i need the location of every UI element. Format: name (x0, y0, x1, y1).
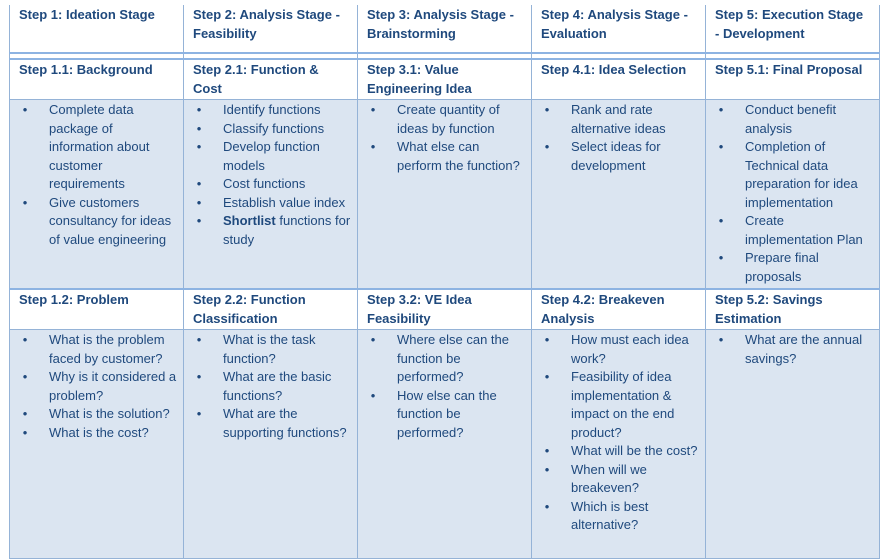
bullet-text: Establish value index (223, 194, 346, 210)
bullet-item (715, 249, 875, 286)
bullet-item (19, 424, 179, 443)
bullet-item (193, 175, 353, 194)
bullet-text: What are the annual savings? (745, 332, 863, 366)
bullet-text-rest: functions for study (223, 213, 351, 247)
bullet-item (193, 101, 353, 120)
bullet-item (715, 138, 875, 212)
step-body-1-1 (10, 100, 184, 290)
bullet-text: How else can the function be performed? (397, 387, 497, 440)
bullet-list (19, 331, 179, 442)
bullet-item (19, 101, 179, 194)
bullet-list (715, 101, 875, 286)
bold-keyword: Shortlist (223, 213, 276, 228)
bullet-item (541, 368, 701, 442)
bullet-text: Complete data package of information about customer requirements (49, 102, 150, 191)
bullet-glyph: • (544, 461, 550, 477)
stage-header-1: Step 1: Ideation Stage (10, 5, 184, 53)
bullet-text (223, 213, 350, 247)
bullet-glyph: • (718, 332, 724, 347)
bullet-glyph: • (544, 139, 550, 154)
bullet-glyph: • (22, 332, 28, 347)
bullet-list (715, 331, 875, 368)
step-body-2-1 (184, 100, 358, 290)
bullet-item (19, 405, 179, 424)
bullet-glyph: • (196, 213, 202, 228)
step-title-row-2 (10, 289, 880, 330)
bullet-text: Develop function models (223, 139, 320, 173)
bullet-glyph: • (196, 332, 202, 347)
bullet-glyph: • (196, 120, 202, 136)
step-title-1-2: Step 1.2: Problem (10, 289, 184, 330)
bullet-glyph: • (196, 102, 202, 117)
step-title-2-2: Step 2.2: Function Classification (184, 289, 358, 330)
bullet-item (19, 331, 179, 368)
bullet-item (367, 331, 527, 387)
bullet-item (19, 194, 179, 250)
bullet-glyph: • (718, 139, 724, 154)
bullet-text: Rank and rate alternative ideas (571, 102, 666, 136)
bullet-text: Create implementation Plan (745, 213, 863, 247)
step-title-2-1: Step 2.1: Function & Cost (184, 59, 358, 100)
bullet-text: When will we breakeven? (571, 461, 647, 495)
bullet-text: What else can perform the function? (397, 139, 520, 173)
bullet-list (193, 212, 353, 249)
bullet-list (19, 101, 179, 249)
bullet-text: Conduct benefit analysis (745, 102, 837, 136)
step-body-row-2 (10, 330, 880, 559)
bullet-list (367, 101, 527, 175)
bullet-glyph: • (22, 369, 28, 384)
step-body-row-1 (10, 100, 880, 290)
bullet-item (715, 331, 875, 368)
bullet-glyph: • (370, 387, 376, 403)
bullet-item (193, 368, 353, 405)
step-title-4-1: Step 4.1: Idea Selection (532, 59, 706, 100)
bullet-glyph: • (544, 498, 550, 514)
bullet-glyph: • (196, 369, 202, 384)
step-title-1-1: Step 1.1: Background (10, 59, 184, 100)
bullet-item (193, 138, 353, 175)
bullet-text: Where else can the function be performed? (397, 332, 510, 384)
step-body-5-2 (706, 330, 880, 559)
step-title-row-1 (10, 59, 880, 100)
bullet-glyph: • (718, 213, 724, 228)
bullet-glyph: • (370, 102, 376, 117)
bullet-item (193, 120, 353, 139)
bullet-glyph: • (718, 102, 724, 117)
step-title-5-1: Step 5.1: Final Proposal (706, 59, 880, 100)
bullet-text: Completion of Technical data preparation for idea implementation (745, 139, 858, 210)
stage-header-3: Step 3: Analysis Stage - Brainstorming (358, 5, 532, 53)
stage-header-4: Step 4: Analysis Stage - Evaluation (532, 5, 706, 53)
bullet-glyph: • (544, 443, 550, 458)
bullet-item (715, 212, 875, 249)
bullet-item (19, 368, 179, 405)
bullet-list (193, 331, 353, 442)
bullet-list (193, 101, 353, 212)
stage-header-2: Step 2: Analysis Stage - Feasibility (184, 5, 358, 53)
bullet-list (367, 331, 527, 442)
stage-header-5: Step 5: Execution Stage - Development (706, 5, 880, 53)
value-engineering-table (9, 5, 880, 559)
bullet-item (193, 212, 353, 249)
step-body-5-1 (706, 100, 880, 290)
bullet-item (193, 405, 353, 442)
step-body-4-1 (532, 100, 706, 290)
bullet-text: Give customers consultancy for ideas of value engineering (49, 194, 172, 247)
bullet-item (541, 101, 701, 138)
bullet-text: Why is it considered a problem? (49, 369, 177, 403)
bullet-text: What are the basic functions? (223, 369, 332, 403)
bullet-text: Prepare final proposals (745, 250, 819, 284)
bullet-item (715, 101, 875, 138)
bullet-text: Create quantity of ideas by function (397, 102, 500, 136)
bullet-glyph: • (22, 424, 28, 440)
bullet-text: Cost functions (223, 176, 306, 191)
bullet-text: What is the task function? (223, 332, 316, 366)
bullet-text: Feasibility of idea implementation & impact on the end product? (571, 369, 675, 440)
bullet-item (541, 498, 701, 535)
step-title-4-2: Step 4.2: Breakeven Analysis (532, 289, 706, 330)
stage-header-row (10, 5, 880, 53)
step-body-1-2 (10, 330, 184, 559)
bullet-glyph: • (196, 176, 202, 191)
bullet-glyph: • (544, 369, 550, 384)
bullet-list (541, 101, 701, 175)
bullet-glyph: • (196, 194, 202, 210)
bullet-glyph: • (718, 250, 724, 265)
bullet-item (367, 387, 527, 443)
step-body-3-1 (358, 100, 532, 290)
bullet-glyph: • (22, 406, 28, 421)
bullet-glyph: • (370, 139, 376, 154)
bullet-text: What is the cost? (49, 424, 149, 440)
bullet-glyph: • (22, 194, 28, 210)
bullet-text: What are the supporting functions? (223, 406, 347, 440)
bullet-item (193, 331, 353, 368)
bullet-item (193, 194, 353, 213)
bullet-glyph: • (196, 139, 202, 154)
bullet-item (367, 138, 527, 175)
bullet-item (541, 331, 701, 368)
bullet-glyph: • (370, 332, 376, 347)
bullet-text: Select ideas for development (571, 139, 661, 173)
bullet-text: Identify functions (223, 102, 321, 117)
bullet-text: What is the problem faced by customer? (49, 332, 165, 366)
step-body-3-2 (358, 330, 532, 559)
bullet-glyph: • (544, 332, 550, 347)
bullet-item (367, 101, 527, 138)
bullet-item (541, 138, 701, 175)
bullet-item (541, 442, 701, 461)
bullet-text: Classify functions (223, 120, 325, 136)
bullet-text: What is the solution? (49, 406, 170, 421)
step-title-5-2: Step 5.2: Savings Estimation (706, 289, 880, 330)
bullet-text: How must each idea work? (571, 332, 689, 366)
step-title-3-2: Step 3.2: VE Idea Feasibility (358, 289, 532, 330)
bullet-glyph: • (22, 102, 28, 117)
bullet-glyph: • (196, 406, 202, 421)
step-title-3-1: Step 3.1: Value Engineering Idea (358, 59, 532, 100)
bullet-text: Which is best alternative? (571, 498, 649, 532)
bullet-glyph: • (544, 102, 550, 117)
step-body-4-2 (532, 330, 706, 559)
bullet-item (541, 461, 701, 498)
step-body-2-2 (184, 330, 358, 559)
bullet-text: What will be the cost? (571, 443, 698, 458)
bullet-list (541, 331, 701, 535)
